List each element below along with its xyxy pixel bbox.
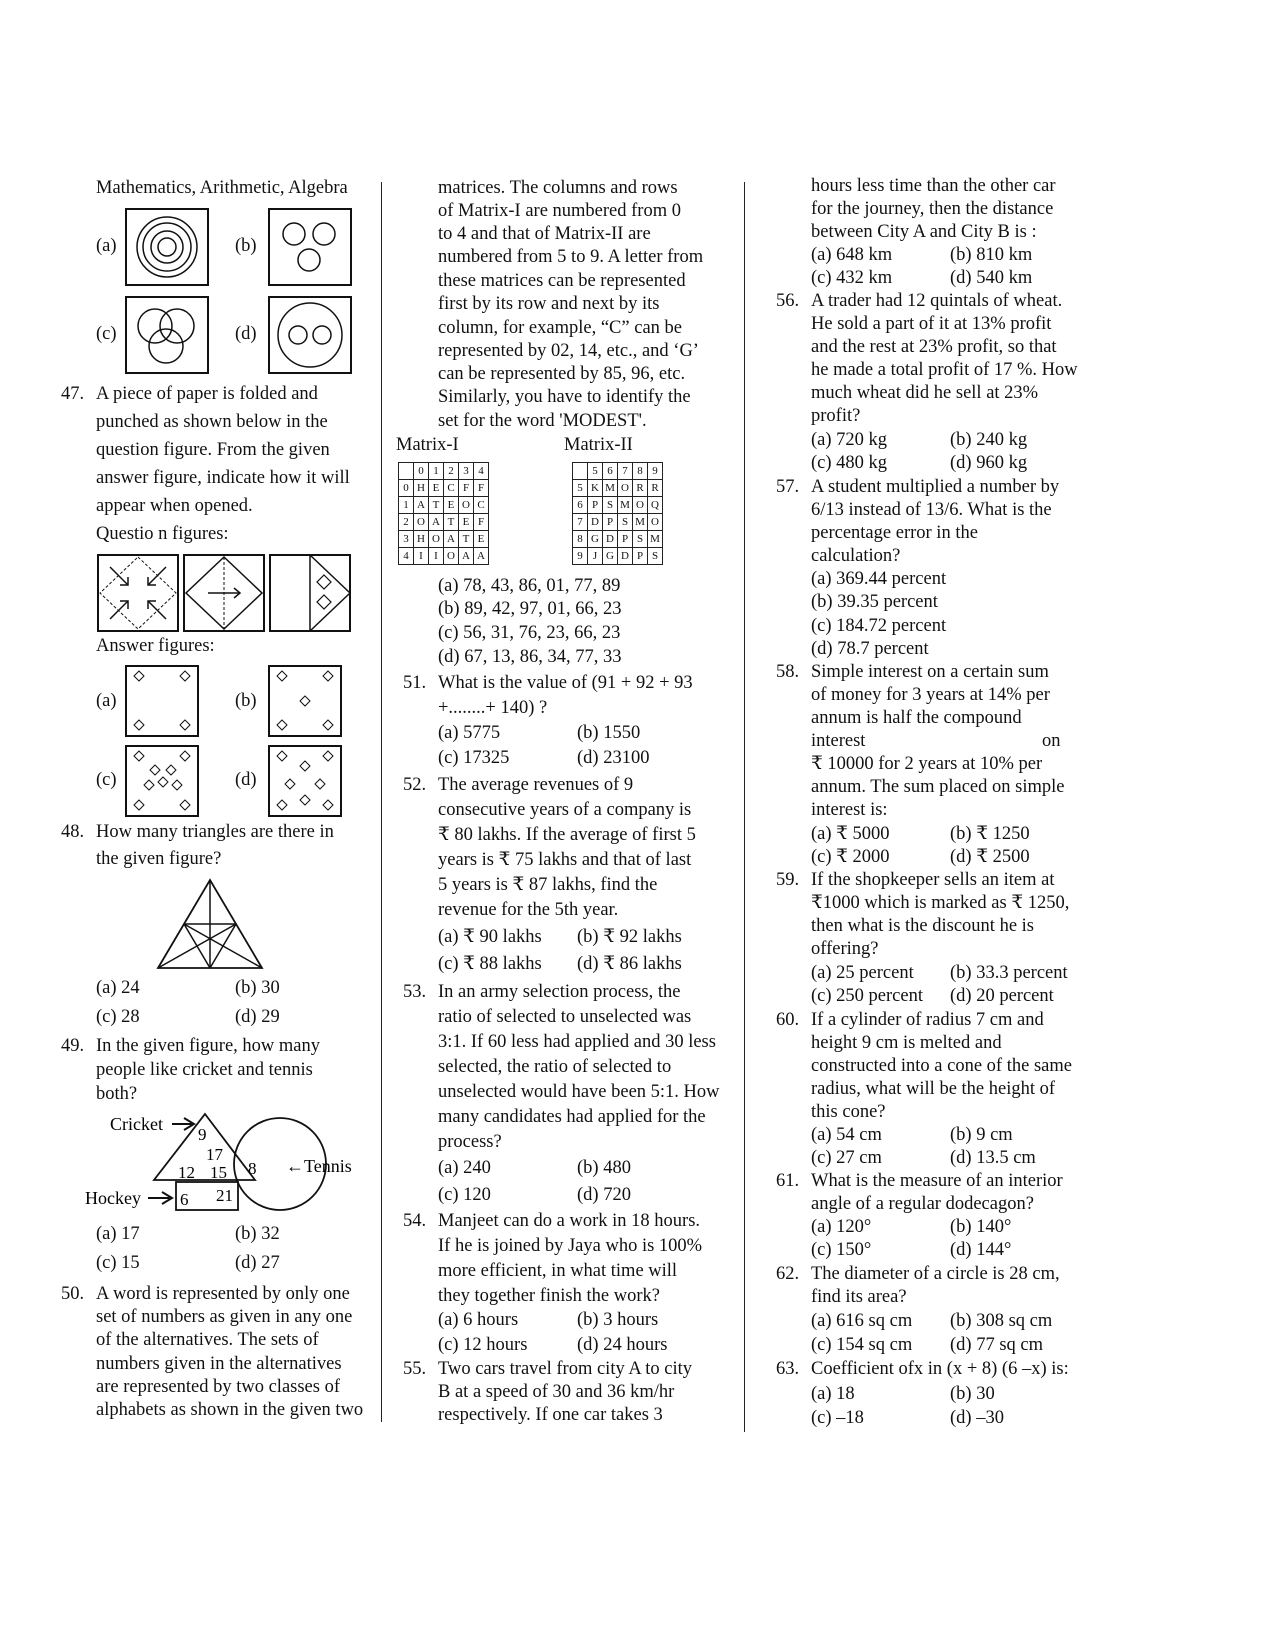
- matrix-1-row: [399, 497, 489, 514]
- matrix-2-row: [573, 514, 663, 531]
- matrix-1-cell: A: [444, 531, 459, 548]
- q50-cont-line: these matrices can be represented: [438, 271, 686, 291]
- matrix-2-cell: 7: [573, 514, 588, 531]
- q62-line: find its area?: [811, 1287, 907, 1307]
- matrix-2-cell: S: [633, 531, 648, 548]
- q54-option[interactable]: (c) 12 hours: [438, 1335, 528, 1355]
- q51-option[interactable]: (b) 1550: [577, 723, 641, 743]
- q50-cont-line: matrices. The columns and rows: [438, 178, 678, 198]
- q55-line: respectively. If one car takes 3: [438, 1405, 663, 1425]
- q50-line: A word is represented by only one: [96, 1284, 350, 1304]
- matrix-2-cell: D: [603, 531, 618, 548]
- q46-figure-b: [268, 208, 352, 286]
- matrix-1-cell: A: [474, 548, 489, 565]
- q56-line: He sold a part of it at 13% profit: [811, 314, 1052, 334]
- matrix-2-cell: M: [648, 531, 663, 548]
- q59-line: offering?: [811, 939, 879, 959]
- q46-figure-a: [125, 208, 209, 286]
- q50-number: 50.: [61, 1284, 85, 1304]
- q53-line: many candidates had applied for the: [438, 1107, 706, 1127]
- matrix-1-cell: 0: [399, 480, 414, 497]
- matrix-1-cell: A: [429, 514, 444, 531]
- q47-option-d-label: (d): [235, 770, 257, 790]
- q53-line: process?: [438, 1132, 502, 1152]
- q59-option[interactable]: (d) 20 percent: [950, 986, 1054, 1006]
- matrix-2-cell: 5: [573, 480, 588, 497]
- matrix-1-row: [399, 531, 489, 548]
- matrix-2-cell: O: [648, 514, 663, 531]
- matrix-2-cell: 8: [633, 463, 648, 480]
- matrix-2-cell: 6: [603, 463, 618, 480]
- q60-option[interactable]: (d) 13.5 cm: [950, 1148, 1036, 1168]
- q50-option[interactable]: (c) 56, 31, 76, 23, 66, 23: [438, 623, 621, 643]
- q60-number: 60.: [776, 1010, 800, 1030]
- matrix-2-cell: G: [588, 531, 603, 548]
- q53-line: selected, the ratio of selected to: [438, 1057, 672, 1077]
- q62-option[interactable]: (a) 616 sq cm: [811, 1311, 913, 1331]
- q58-option[interactable]: (b) ₹ 1250: [950, 824, 1030, 844]
- matrix-2-table: [572, 462, 663, 565]
- q47-question-figures-label: Questio n figures:: [96, 524, 229, 544]
- q63-option[interactable]: (d) –30: [950, 1408, 1004, 1428]
- venn-value: 6: [180, 1190, 189, 1209]
- venn-label-hockey: Hockey: [85, 1188, 141, 1208]
- venn-label-cricket: Cricket: [110, 1114, 163, 1134]
- q57-option[interactable]: (b) 39.35 percent: [811, 592, 938, 612]
- venn-value: 12: [178, 1163, 195, 1182]
- q47-line: appear when opened.: [96, 496, 253, 516]
- q60-line: height 9 cm is melted and: [811, 1033, 1002, 1053]
- q47-option-b-label: (b): [235, 691, 257, 711]
- q54-line: Manjeet can do a work in 18 hours.: [438, 1211, 701, 1231]
- matrix-1-cell: 4: [399, 548, 414, 565]
- q50-cont-line: first by its row and next by its: [438, 294, 660, 314]
- column-divider-2: [744, 182, 745, 1432]
- q50-cont-line: represented by 02, 14, etc., and ‘G’: [438, 341, 699, 361]
- q58-line: interest: [811, 731, 866, 751]
- matrix-1-cell: 4: [474, 463, 489, 480]
- matrix-2-cell: G: [603, 548, 618, 565]
- q50-option[interactable]: (a) 78, 43, 86, 01, 77, 89: [438, 576, 621, 596]
- q58-on-word: on: [1042, 731, 1061, 751]
- matrix-1-cell: C: [474, 497, 489, 514]
- q52-line: years is ₹ 75 lakhs and that of last: [438, 850, 692, 870]
- q61-line: What is the measure of an interior: [811, 1171, 1063, 1191]
- q63-line: Coefficient ofx in (x + 8) (6 –x) is:: [811, 1359, 1069, 1379]
- matrix-1-cell: T: [444, 514, 459, 531]
- q47-answer-figure-c: [125, 745, 199, 817]
- q61-option[interactable]: (d) 144°: [950, 1240, 1012, 1260]
- q52-option[interactable]: (b) ₹ 92 lakhs: [577, 927, 682, 947]
- q46-label-c: (c): [96, 324, 117, 344]
- q48-number: 48.: [61, 822, 85, 842]
- q61-option[interactable]: (a) 120°: [811, 1217, 872, 1237]
- q57-number: 57.: [776, 477, 800, 497]
- q46-figure-c: [125, 296, 209, 374]
- matrix-2-cell: K: [588, 480, 603, 497]
- q50-option[interactable]: (b) 89, 42, 97, 01, 66, 23: [438, 599, 622, 619]
- matrix-2-cell: P: [633, 548, 648, 565]
- q50-cont-line: set for the word 'MODEST'.: [438, 411, 647, 431]
- q46-label-d: (d): [235, 324, 257, 344]
- matrix-2-cell: D: [618, 548, 633, 565]
- matrix-2-cell: P: [618, 531, 633, 548]
- matrix-1-cell: E: [429, 480, 444, 497]
- q59-option[interactable]: (c) 250 percent: [811, 986, 923, 1006]
- q52-number: 52.: [403, 775, 427, 795]
- matrix-1-cell: [399, 463, 414, 480]
- matrix-2-cell: 9: [648, 463, 663, 480]
- q61-line: angle of a regular dodecagon?: [811, 1194, 1034, 1214]
- q52-line: The average revenues of 9: [438, 775, 634, 795]
- q57-option[interactable]: (c) 184.72 percent: [811, 616, 947, 636]
- q62-number: 62.: [776, 1264, 800, 1284]
- q50-cont-line: can be represented by 85, 96, etc.: [438, 364, 686, 384]
- q58-line: annum. The sum placed on simple: [811, 777, 1065, 797]
- venn-value: 15: [210, 1163, 227, 1182]
- venn-value: 17: [206, 1145, 223, 1164]
- matrix-1-cell: T: [429, 497, 444, 514]
- q47-line: question figure. From the given: [96, 440, 330, 460]
- q50-cont-line: Similarly, you have to identify the: [438, 387, 691, 407]
- q55-number: 55.: [403, 1359, 427, 1379]
- q62-option[interactable]: (b) 308 sq cm: [950, 1311, 1053, 1331]
- q50-cont-line: numbered from 5 to 9. A letter from: [438, 247, 704, 267]
- q49-option[interactable]: (a) 17: [96, 1224, 140, 1244]
- q56-option[interactable]: (d) 960 kg: [950, 453, 1028, 473]
- matrix-2-cell: 9: [573, 548, 588, 565]
- q50-line: numbers given in the alternatives: [96, 1354, 342, 1374]
- venn-value: 21: [216, 1186, 233, 1205]
- matrix-2-cell: P: [588, 497, 603, 514]
- q51-option[interactable]: (c) 17325: [438, 748, 510, 768]
- q53-line: ratio of selected to unselected was: [438, 1007, 692, 1027]
- q47-answer-figure-d: [268, 745, 342, 817]
- q48-line: How many triangles are there in: [96, 822, 334, 842]
- q54-option[interactable]: (a) 6 hours: [438, 1310, 519, 1330]
- q48-option[interactable]: (d) 29: [235, 1007, 280, 1027]
- matrix-1-cell: A: [459, 548, 474, 565]
- q58-line: of money for 3 years at 14% per: [811, 685, 1050, 705]
- q57-option[interactable]: (d) 78.7 percent: [811, 639, 929, 659]
- matrix-2-cell: S: [603, 497, 618, 514]
- q53-number: 53.: [403, 982, 427, 1002]
- q55-cont-line: hours less time than the other car: [811, 176, 1056, 196]
- matrix-1-cell: 2: [399, 514, 414, 531]
- q59-line: If the shopkeeper sells an item at: [811, 870, 1055, 890]
- q54-line: If he is joined by Jaya who is 100%: [438, 1236, 703, 1256]
- q46-label-a: (a): [96, 236, 117, 256]
- q62-option[interactable]: (d) 77 sq cm: [950, 1335, 1043, 1355]
- q56-line: profit?: [811, 406, 861, 426]
- matrix-1-cell: 1: [399, 497, 414, 514]
- q56-line: A trader had 12 quintals of wheat.: [811, 291, 1063, 311]
- q50-cont-line: column, for example, “C” can be: [438, 318, 682, 338]
- q47-answer-figure-b: [268, 665, 342, 737]
- q53-line: In an army selection process, the: [438, 982, 681, 1002]
- q47-option-c-label: (c): [96, 770, 117, 790]
- q52-line: ₹ 80 lakhs. If the average of first 5: [438, 825, 696, 845]
- matrix-2-cell: O: [633, 497, 648, 514]
- matrix-1-cell: 1: [429, 463, 444, 480]
- matrix-1-cell: O: [444, 548, 459, 565]
- q61-number: 61.: [776, 1171, 800, 1191]
- q52-line: 5 years is ₹ 87 lakhs, find the: [438, 875, 658, 895]
- matrix-1-cell: F: [459, 480, 474, 497]
- q50-line: set of numbers as given in any one: [96, 1307, 353, 1327]
- matrix-1-cell: E: [474, 531, 489, 548]
- q49-line: both?: [96, 1084, 138, 1104]
- q57-option[interactable]: (a) 369.44 percent: [811, 569, 947, 589]
- matrix-2-row: [573, 497, 663, 514]
- q55-cont-line: for the journey, then the distance: [811, 199, 1054, 219]
- matrix-2-cell: O: [618, 480, 633, 497]
- q49-line: In the given figure, how many: [96, 1036, 320, 1056]
- matrix-1-cell: O: [459, 497, 474, 514]
- q49-option[interactable]: (d) 27: [235, 1253, 280, 1273]
- q54-line: more efficient, in what time will: [438, 1261, 678, 1281]
- q56-option[interactable]: (c) 480 kg: [811, 453, 888, 473]
- q49-option[interactable]: (b) 32: [235, 1224, 280, 1244]
- q60-option[interactable]: (b) 9 cm: [950, 1125, 1013, 1145]
- q63-option[interactable]: (c) –18: [811, 1408, 864, 1428]
- matrix-2-cell: Q: [648, 497, 663, 514]
- q50-line: alphabets as shown in the given two: [96, 1400, 364, 1420]
- matrix-1-cell: 3: [399, 531, 414, 548]
- q60-line: radius, what will be the height of: [811, 1079, 1056, 1099]
- q50-line: of the alternatives. The sets of: [96, 1330, 319, 1350]
- q51-number: 51.: [403, 673, 427, 693]
- q54-option[interactable]: (d) 24 hours: [577, 1335, 668, 1355]
- q47-line: answer figure, indicate how it will: [96, 468, 350, 488]
- q60-line: If a cylinder of radius 7 cm and: [811, 1010, 1044, 1030]
- q52-line: revenue for the 5th year.: [438, 900, 619, 920]
- q58-line: Simple interest on a certain sum: [811, 662, 1049, 682]
- q54-option[interactable]: (b) 3 hours: [577, 1310, 659, 1330]
- q59-option[interactable]: (b) 33.3 percent: [950, 963, 1068, 983]
- q50-option[interactable]: (d) 67, 13, 86, 34, 77, 33: [438, 647, 622, 667]
- matrix-1-cell: E: [444, 497, 459, 514]
- q52-option[interactable]: (c) ₹ 88 lakhs: [438, 954, 542, 974]
- matrix-2-cell: 7: [618, 463, 633, 480]
- q51-line: +........+ 140) ?: [438, 698, 548, 718]
- q61-option[interactable]: (c) 150°: [811, 1240, 872, 1260]
- q56-number: 56.: [776, 291, 800, 311]
- matrix-1-cell: 3: [459, 463, 474, 480]
- matrix-1-cell: E: [459, 514, 474, 531]
- q56-line: and the rest at 23% profit, so that: [811, 337, 1057, 357]
- q52-option[interactable]: (d) ₹ 86 lakhs: [577, 954, 682, 974]
- q53-line: unselected would have been 5:1. How: [438, 1082, 720, 1102]
- q52-line: consecutive years of a company is: [438, 800, 692, 820]
- q55-option[interactable]: (d) 540 km: [950, 268, 1033, 288]
- q56-line: he made a total profit of 17 %. How: [811, 360, 1078, 380]
- q60-line: this cone?: [811, 1102, 886, 1122]
- q53-option[interactable]: (a) 240: [438, 1158, 491, 1178]
- matrix-1-row: [399, 480, 489, 497]
- q53-option[interactable]: (d) 720: [577, 1185, 631, 1205]
- q59-line: ₹1000 which is marked as ₹ 1250,: [811, 893, 1070, 913]
- q60-option[interactable]: (a) 54 cm: [811, 1125, 882, 1145]
- q50-line: are represented by two classes of: [96, 1377, 340, 1397]
- matrix-1-row: [399, 548, 489, 565]
- matrix-1-cell: 0: [414, 463, 429, 480]
- q47-answer-figures-label: Answer figures:: [96, 636, 215, 656]
- q58-line: ₹ 10000 for 2 years at 10% per: [811, 754, 1043, 774]
- q60-option[interactable]: (c) 27 cm: [811, 1148, 882, 1168]
- q46-figure-d: [268, 296, 352, 374]
- q50-cont-line: to 4 and that of Matrix-II are: [438, 224, 651, 244]
- matrix-1-title: Matrix-I: [396, 435, 459, 455]
- q57-line: 6/13 instead of 13/6. What is the: [811, 500, 1052, 520]
- venn-value: 8: [248, 1159, 257, 1178]
- q49-line: people like cricket and tennis: [96, 1060, 313, 1080]
- q63-option[interactable]: (a) 18: [811, 1384, 855, 1404]
- matrix-2-cell: 6: [573, 497, 588, 514]
- q59-option[interactable]: (a) 25 percent: [811, 963, 914, 983]
- q48-triangle-figure: [156, 878, 264, 970]
- q61-option[interactable]: (b) 140°: [950, 1217, 1012, 1237]
- q47-option-a-label: (a): [96, 691, 117, 711]
- matrix-2-cell: M: [618, 497, 633, 514]
- matrix-2-title: Matrix-II: [564, 435, 633, 455]
- q48-option[interactable]: (b) 30: [235, 978, 280, 998]
- matrix-2-row: [573, 480, 663, 497]
- q62-line: The diameter of a circle is 28 cm,: [811, 1264, 1060, 1284]
- matrix-1-cell: H: [414, 480, 429, 497]
- matrix-1-row: [399, 463, 489, 480]
- matrix-1-cell: I: [429, 548, 444, 565]
- q47-line: A piece of paper is folded and: [96, 384, 318, 404]
- matrix-2-cell: J: [588, 548, 603, 565]
- section-heading: Mathematics, Arithmetic, Algebra: [96, 178, 348, 198]
- matrix-2-cell: S: [648, 548, 663, 565]
- q63-option[interactable]: (b) 30: [950, 1384, 995, 1404]
- q51-line: What is the value of (91 + 92 + 93: [438, 673, 693, 693]
- matrix-1-row: [399, 514, 489, 531]
- q57-line: calculation?: [811, 546, 901, 566]
- matrix-2-cell: [573, 463, 588, 480]
- matrix-2-cell: S: [618, 514, 633, 531]
- q51-option[interactable]: (a) 5775: [438, 723, 501, 743]
- q50-cont-line: of Matrix-I are numbered from 0: [438, 201, 681, 221]
- matrix-1-cell: 2: [444, 463, 459, 480]
- q58-option[interactable]: (d) ₹ 2500: [950, 847, 1030, 867]
- q58-option[interactable]: (a) ₹ 5000: [811, 824, 890, 844]
- q52-option[interactable]: (a) ₹ 90 lakhs: [438, 927, 542, 947]
- q59-number: 59.: [776, 870, 800, 890]
- matrix-1-cell: T: [459, 531, 474, 548]
- matrix-1-cell: O: [429, 531, 444, 548]
- q48-line: the given figure?: [96, 849, 222, 869]
- matrix-2-cell: P: [603, 514, 618, 531]
- matrix-1-cell: F: [474, 480, 489, 497]
- column-divider-1: [381, 182, 382, 1422]
- q55-line: Two cars travel from city A to city: [438, 1359, 693, 1379]
- matrix-2-cell: D: [588, 514, 603, 531]
- venn-value: 9: [198, 1125, 207, 1144]
- q48-option[interactable]: (c) 28: [96, 1007, 140, 1027]
- matrix-1-table: [398, 462, 489, 565]
- q59-line: then what is the discount he is: [811, 916, 1034, 936]
- matrix-2-cell: M: [633, 514, 648, 531]
- q60-line: constructed into a cone of the same: [811, 1056, 1072, 1076]
- matrix-1-cell: A: [414, 497, 429, 514]
- matrix-2-cell: R: [633, 480, 648, 497]
- q55-cont-line: between City A and City B is :: [811, 222, 1037, 242]
- q49-option[interactable]: (c) 15: [96, 1253, 140, 1273]
- q47-answer-figure-a: [125, 665, 199, 737]
- matrix-2-cell: R: [648, 480, 663, 497]
- matrix-2-cell: M: [603, 480, 618, 497]
- venn-label-tennis: ←Tennis: [286, 1156, 352, 1176]
- q58-line: annum is half the compound: [811, 708, 1022, 728]
- q47-line: punched as shown below in the: [96, 412, 328, 432]
- q49-venn-diagram: [80, 1108, 380, 1218]
- matrix-2-row: [573, 548, 663, 565]
- q62-option[interactable]: (c) 154 sq cm: [811, 1335, 913, 1355]
- matrix-2-row: [573, 463, 663, 480]
- q57-line: A student multiplied a number by: [811, 477, 1060, 497]
- q47-number: 47.: [61, 384, 85, 404]
- q54-line: they together finish the work?: [438, 1286, 660, 1306]
- q51-option[interactable]: (d) 23100: [577, 748, 650, 768]
- q55-option[interactable]: (c) 432 km: [811, 268, 893, 288]
- q53-option[interactable]: (c) 120: [438, 1185, 491, 1205]
- matrix-1-cell: I: [414, 548, 429, 565]
- q58-line: interest is:: [811, 800, 888, 820]
- q58-option[interactable]: (c) ₹ 2000: [811, 847, 890, 867]
- q46-label-b: (b): [235, 236, 257, 256]
- q49-number: 49.: [61, 1036, 85, 1056]
- q55-option[interactable]: (b) 810 km: [950, 245, 1033, 265]
- matrix-1-cell: H: [414, 531, 429, 548]
- q56-option[interactable]: (b) 240 kg: [950, 430, 1028, 450]
- q53-option[interactable]: (b) 480: [577, 1158, 631, 1178]
- matrix-2-row: [573, 531, 663, 548]
- q56-line: much wheat did he sell at 23%: [811, 383, 1039, 403]
- q48-option[interactable]: (a) 24: [96, 978, 140, 998]
- q57-line: percentage error in the: [811, 523, 978, 543]
- matrix-2-cell: 5: [588, 463, 603, 480]
- q55-option[interactable]: (a) 648 km: [811, 245, 893, 265]
- q58-number: 58.: [776, 662, 800, 682]
- q63-number: 63.: [776, 1359, 800, 1379]
- matrix-1-cell: O: [414, 514, 429, 531]
- q56-option[interactable]: (a) 720 kg: [811, 430, 888, 450]
- matrix-1-cell: C: [444, 480, 459, 497]
- matrix-1-cell: F: [474, 514, 489, 531]
- q54-number: 54.: [403, 1211, 427, 1231]
- matrix-2-cell: 8: [573, 531, 588, 548]
- q53-line: 3:1. If 60 less had applied and 30 less: [438, 1032, 716, 1052]
- q55-line: B at a speed of 30 and 36 km/hr: [438, 1382, 675, 1402]
- q47-question-figures: [96, 553, 356, 633]
